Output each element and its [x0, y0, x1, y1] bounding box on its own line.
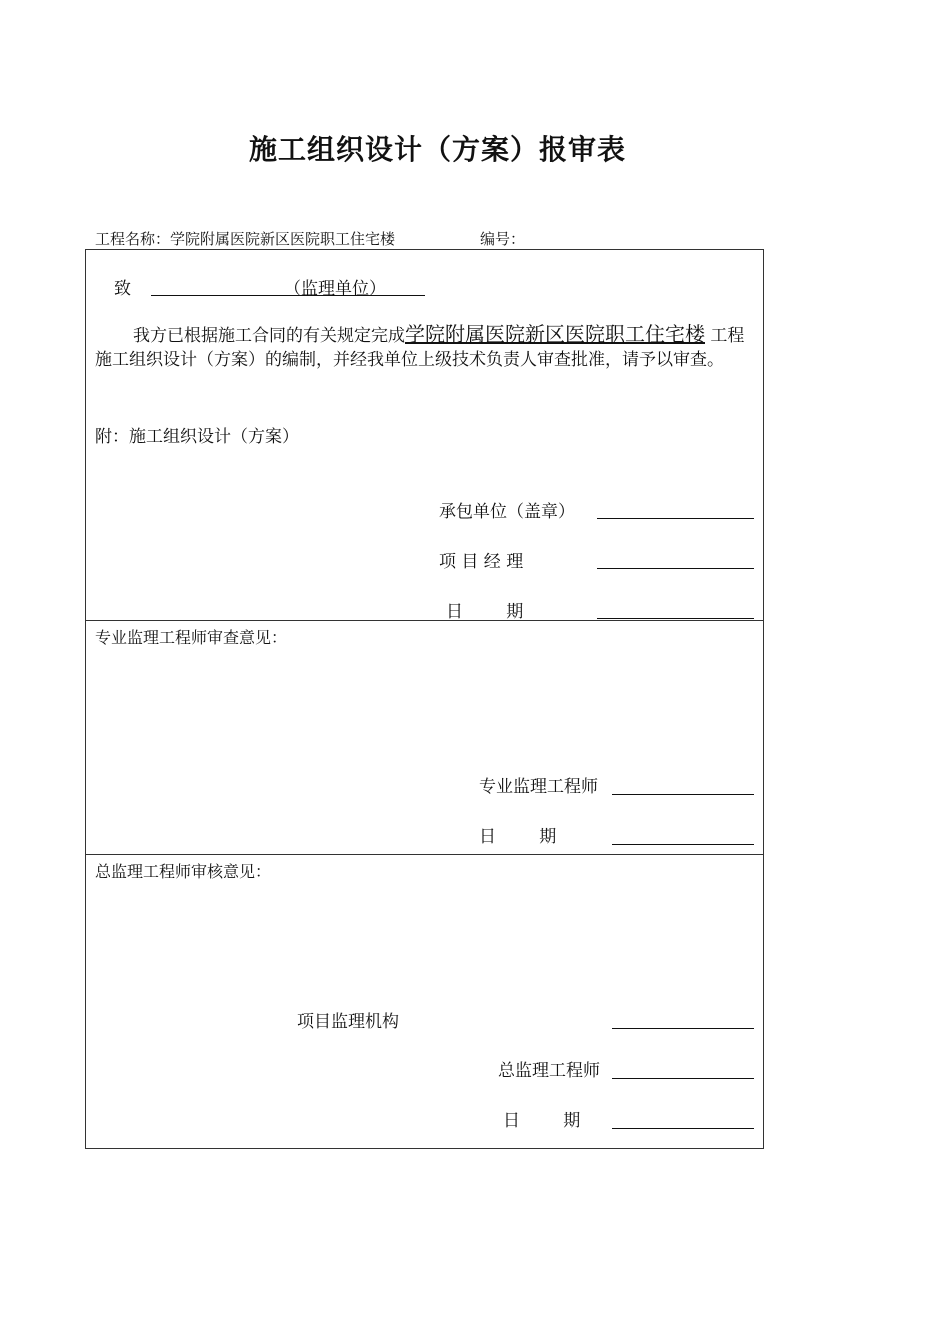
date-line-2: [612, 844, 754, 845]
project-label: 工程名称：: [95, 230, 171, 248]
chief-engineer-label: 总监理工程师: [498, 1061, 600, 1081]
section-divider-1: [86, 620, 763, 621]
specialist-engineer-signature-line: [612, 794, 754, 795]
date-line-1: [597, 618, 754, 619]
attachment-label: 附：施工组织设计（方案）: [95, 427, 299, 447]
review-form-table: [85, 249, 764, 1149]
document-title: 施工组织设计（方案）报审表: [248, 133, 626, 166]
submission-paragraph: [95, 322, 757, 372]
project-manager-label: 项 目 经 理: [439, 552, 524, 572]
contractor-label: 承包单位（盖章）: [439, 502, 575, 522]
chief-engineer-signature-line: [612, 1078, 754, 1079]
section-divider-2: [86, 854, 763, 855]
project-name: 学院附属医院新区医院职工住宅楼: [170, 230, 396, 248]
supervision-org-label: 项目监理机构: [297, 1012, 399, 1032]
date-label-2: 日 期: [479, 827, 557, 847]
specialist-engineer-label: 专业监理工程师: [479, 777, 598, 797]
date-label-1: 日 期: [446, 602, 524, 622]
number-label: 编号：: [480, 230, 526, 248]
chief-review-heading: 总监理工程师审核意见：: [95, 862, 272, 881]
contractor-signature-line: [597, 518, 754, 519]
paragraph-intro: 我方已根据施工合同的有关规定完成: [133, 326, 405, 346]
to-label: 致: [114, 279, 131, 299]
date-line-3: [612, 1128, 754, 1129]
supervision-unit-label: （监理单位）: [284, 279, 386, 299]
project-manager-signature-line: [597, 568, 754, 569]
paragraph-project-name: 学院附属医院新区医院职工住宅楼: [405, 322, 705, 346]
date-label-3: 日 期: [503, 1111, 581, 1131]
specialist-review-heading: 专业监理工程师审查意见：: [95, 628, 288, 647]
project-name-line: [95, 228, 395, 249]
paragraph-rest: 工程施工组织设计（方案）的编制，并经我单位上级技术负责人审查批准，请予以审查。: [95, 326, 745, 370]
supervision-org-signature-line: [612, 1028, 754, 1029]
